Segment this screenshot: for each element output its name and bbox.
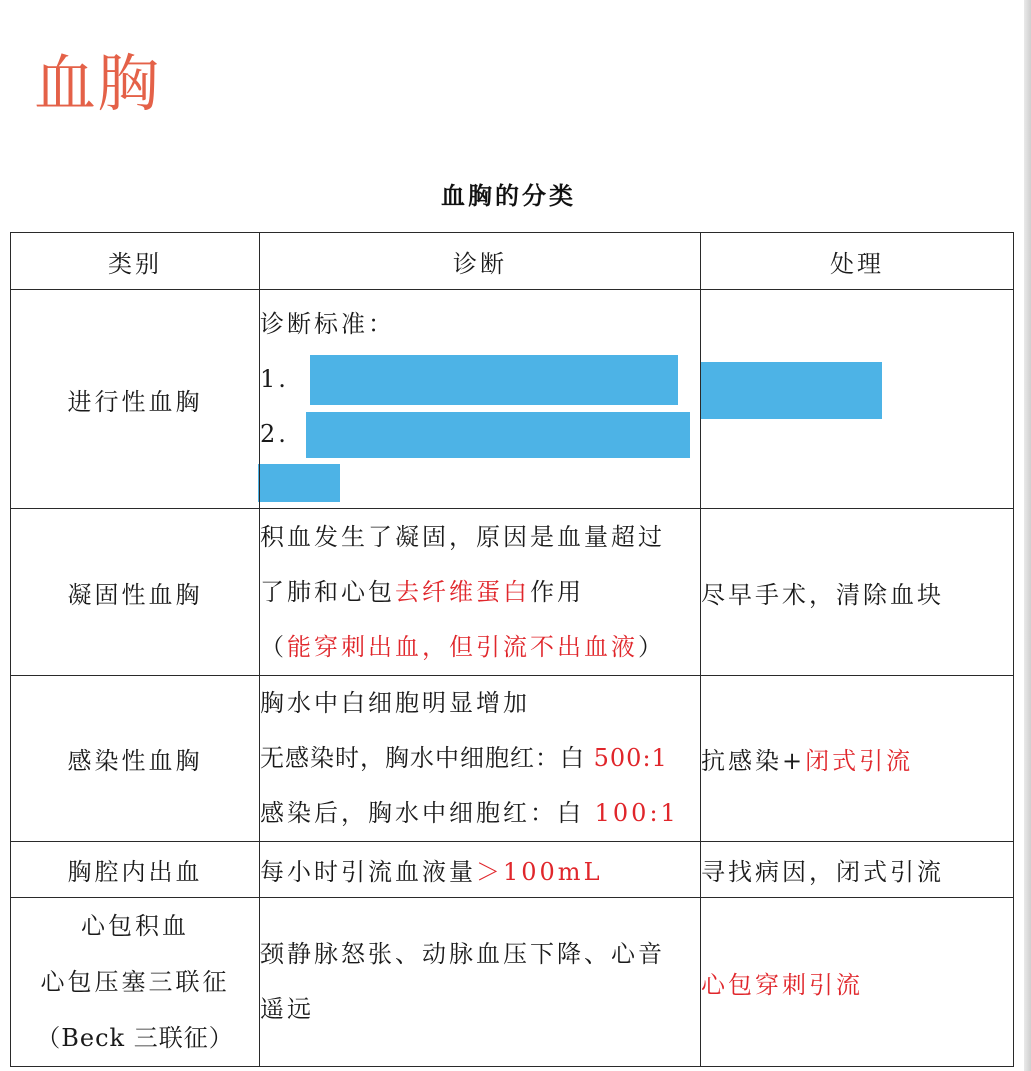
diagnosis-text: 作用 [530, 577, 584, 606]
diagnosis-line [260, 786, 700, 841]
table-row [11, 509, 1014, 676]
row-treatment [701, 676, 1014, 842]
row-treatment: 心包穿刺引流 [701, 898, 1014, 1067]
redaction-block [258, 464, 340, 502]
redaction-block [306, 412, 690, 458]
row-treatment [701, 290, 1014, 509]
diagnosis-line: 遥远 [260, 995, 314, 1023]
highlight-text: 去纤维蛋白 [395, 577, 530, 606]
item-number: 1. [260, 364, 289, 393]
row-diagnosis [260, 842, 701, 898]
diagnosis-line: 胸水中白细胞明显增加 [260, 689, 530, 717]
diagnosis-line [260, 731, 700, 786]
row-diagnosis [260, 290, 701, 509]
row-category: 感染性血胸 [11, 676, 260, 842]
row-category [11, 898, 260, 1067]
row-diagnosis [260, 898, 701, 1067]
category-line: 心包积血 [81, 912, 189, 940]
highlight-text: 100:1 [594, 799, 679, 827]
diagnosis-text: （ [260, 632, 287, 661]
diagnosis-line: 颈静脉怒张、动脉血压下降、心音 [260, 940, 665, 968]
table-caption: 血胸的分类 [441, 182, 576, 210]
header-treatment: 处理 [701, 233, 1014, 290]
table-row [11, 898, 1014, 1067]
item-number: 2. [260, 419, 289, 448]
highlight-text: ＞100mL [476, 858, 603, 886]
highlight-text: 能穿刺出血，但引流不出血液 [287, 632, 638, 661]
table-header-row [11, 233, 1014, 290]
page-title: 血胸 [34, 47, 161, 120]
diagnosis-intro: 诊断标准： [260, 309, 395, 338]
table-row [11, 842, 1014, 898]
diagnosis-line: 积血发生了凝固，原因是血量超过 [260, 522, 665, 551]
diagnosis-text: 无感染时，胸水中细胞红：白 [260, 744, 594, 772]
diagnosis-text: 感染后，胸水中细胞红：白 [260, 799, 595, 827]
redaction-block [701, 362, 882, 419]
row-treatment: 尽早手术，清除血块 [701, 509, 1014, 676]
page-edge-shadow [1024, 0, 1031, 1071]
row-diagnosis [260, 509, 701, 676]
diagnosis-text: 每小时引流血液量 [260, 858, 476, 886]
treatment-text: 抗感染+ [701, 747, 806, 775]
table-row [11, 676, 1014, 842]
diagnosis-item-2 [260, 407, 700, 462]
row-category: 进行性血胸 [11, 290, 260, 509]
redaction-block [310, 355, 678, 405]
category-line: （Beck 三联征） [36, 1024, 234, 1052]
diagnosis-text: 了肺和心包 [260, 577, 395, 606]
row-diagnosis [260, 676, 701, 842]
diagnosis-line [260, 620, 700, 675]
header-diagnosis: 诊断 [260, 233, 701, 290]
row-category: 凝固性血胸 [11, 509, 260, 676]
diagnosis-line [260, 565, 700, 620]
row-category: 胸腔内出血 [11, 842, 260, 898]
highlight-text: 500:1 [593, 744, 668, 772]
classification-table [10, 232, 1014, 1067]
table-row [11, 290, 1014, 509]
diagnosis-item-1 [260, 352, 700, 407]
header-category: 类别 [11, 233, 260, 290]
category-line: 心包压塞三联征 [40, 968, 230, 996]
diagnosis-text: ） [638, 632, 665, 661]
row-treatment: 寻找病因，闭式引流 [701, 842, 1014, 898]
highlight-text: 闭式引流 [805, 747, 914, 775]
